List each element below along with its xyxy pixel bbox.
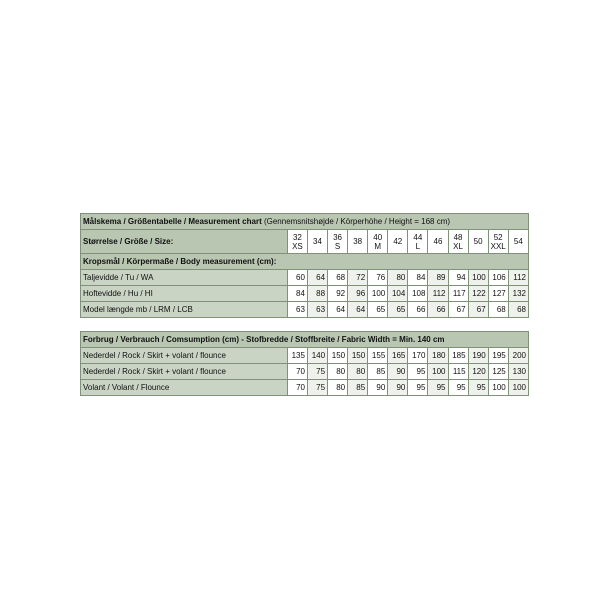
value-cell: 106 [489,270,508,285]
size-cell [328,230,347,253]
row-label: Volant / Volant / Flounce [81,380,287,395]
size-number: 48 [453,232,463,242]
value-cell: 84 [408,270,427,285]
value-cell: 68 [489,302,508,317]
row-label: Model længde mb / LRM / LCB [81,302,287,317]
value-cell: 85 [368,364,387,379]
value-cell: 140 [308,348,327,363]
size-cell [428,230,447,253]
size-cell [308,230,327,253]
value-cell: 90 [388,380,407,395]
value-cell: 66 [428,302,447,317]
value-cell: 65 [388,302,407,317]
consumption-title-row [81,332,528,347]
value-cell: 60 [288,270,307,285]
size-cell [469,230,488,253]
table-row [81,270,528,285]
size-number: 52 [493,232,503,242]
value-cell: 135 [288,348,307,363]
value-cell: 112 [428,286,447,301]
value-cell: 89 [428,270,447,285]
value-cell: 155 [368,348,387,363]
measurement-title-row [81,214,528,229]
size-number: 38 [353,237,363,246]
value-cell: 150 [348,348,367,363]
value-cell: 85 [348,380,367,395]
value-cell: 70 [288,380,307,395]
body-measurement-header: Kropsmål / Körpermaße / Body measurement (cm): [81,254,528,269]
value-cell: 165 [388,348,407,363]
value-cell: 185 [449,348,468,363]
size-cell [509,230,528,253]
value-cell: 180 [428,348,447,363]
value-cell: 95 [449,380,468,395]
value-cell: 132 [509,286,528,301]
value-cell: 100 [368,286,387,301]
size-number: 44 [413,232,423,242]
consumption-title: Forbrug / Verbrauch / Comsumption (cm) - Stofbredde / Stoffbreite / Fabric Width = Min. 140 cm [81,332,528,347]
size-code: L [415,241,421,251]
size-number: 36 [333,232,343,242]
value-cell: 67 [469,302,488,317]
value-cell: 66 [408,302,427,317]
size-code: XL [453,241,463,251]
value-cell: 122 [469,286,488,301]
measurement-title-bold: Målskema / Größentabelle / Measurement chart [83,217,262,226]
value-cell: 112 [509,270,528,285]
size-number: 54 [513,237,523,246]
table-row [81,286,528,301]
size-cell [388,230,407,253]
row-label: Hoftevidde / Hu / HI [81,286,287,301]
value-cell: 104 [388,286,407,301]
value-cell: 95 [408,364,427,379]
value-cell: 100 [489,380,508,395]
value-cell: 108 [408,286,427,301]
row-label: Nederdel / Rock / Skirt + volant / flounce [81,348,287,363]
value-cell: 115 [449,364,468,379]
size-number: 40 [373,232,383,242]
size-number: 42 [393,237,403,246]
body-measurement-header-row [81,254,528,269]
value-cell: 80 [388,270,407,285]
size-number: 46 [433,237,443,246]
value-cell: 84 [288,286,307,301]
value-cell: 68 [509,302,528,317]
value-cell: 67 [449,302,468,317]
size-label: Størrelse / Größe / Size: [81,230,287,253]
value-cell: 90 [388,364,407,379]
value-cell: 80 [348,364,367,379]
size-number: 34 [313,237,322,246]
value-cell: 72 [348,270,367,285]
value-cell: 92 [328,286,347,301]
value-cell: 95 [469,380,488,395]
value-cell: 100 [428,364,447,379]
value-cell: 96 [348,286,367,301]
value-cell: 76 [368,270,387,285]
value-cell: 120 [469,364,488,379]
size-cell [368,230,387,253]
value-cell: 64 [348,302,367,317]
measurement-title-rest: (Gennemsnitshøjde / Körperhöhe / Height = 168 cm) [261,217,451,226]
value-cell: 63 [288,302,307,317]
size-number: 32 [292,232,302,242]
size-code: M [374,241,382,251]
value-cell: 64 [308,270,327,285]
consumption-table [80,331,529,396]
size-code: XS [292,241,303,251]
table-row [81,302,528,317]
value-cell: 65 [368,302,387,317]
table-row [81,380,528,395]
value-cell: 75 [308,364,327,379]
value-cell: 80 [328,364,347,379]
value-cell: 94 [449,270,468,285]
row-label: Nederdel / Rock / Skirt + volant / flounce [81,364,287,379]
size-cell [348,230,367,253]
value-cell: 127 [489,286,508,301]
size-cell [449,230,468,253]
size-code: S [334,241,341,251]
value-cell: 117 [449,286,468,301]
value-cell: 88 [308,286,327,301]
size-row [81,230,528,253]
value-cell: 90 [368,380,387,395]
table-row [81,364,528,379]
value-cell: 64 [328,302,347,317]
size-code: XXL [490,241,506,251]
value-cell: 170 [408,348,427,363]
size-cell [408,230,427,253]
value-cell: 63 [308,302,327,317]
value-cell: 195 [489,348,508,363]
measurement-title [81,214,528,229]
measurement-chart-table [80,213,529,318]
value-cell: 75 [308,380,327,395]
value-cell: 80 [328,380,347,395]
value-cell: 70 [288,364,307,379]
value-cell: 150 [328,348,347,363]
table-row [81,348,528,363]
value-cell: 95 [428,380,447,395]
size-cell [489,230,508,253]
value-cell: 68 [328,270,347,285]
size-cell [288,230,307,253]
row-label: Taljevidde / Tu / WA [81,270,287,285]
size-number: 50 [473,237,483,246]
value-cell: 100 [469,270,488,285]
value-cell: 200 [509,348,528,363]
value-cell: 130 [509,364,528,379]
value-cell: 190 [469,348,488,363]
value-cell: 100 [509,380,528,395]
value-cell: 95 [408,380,427,395]
value-cell: 125 [489,364,508,379]
